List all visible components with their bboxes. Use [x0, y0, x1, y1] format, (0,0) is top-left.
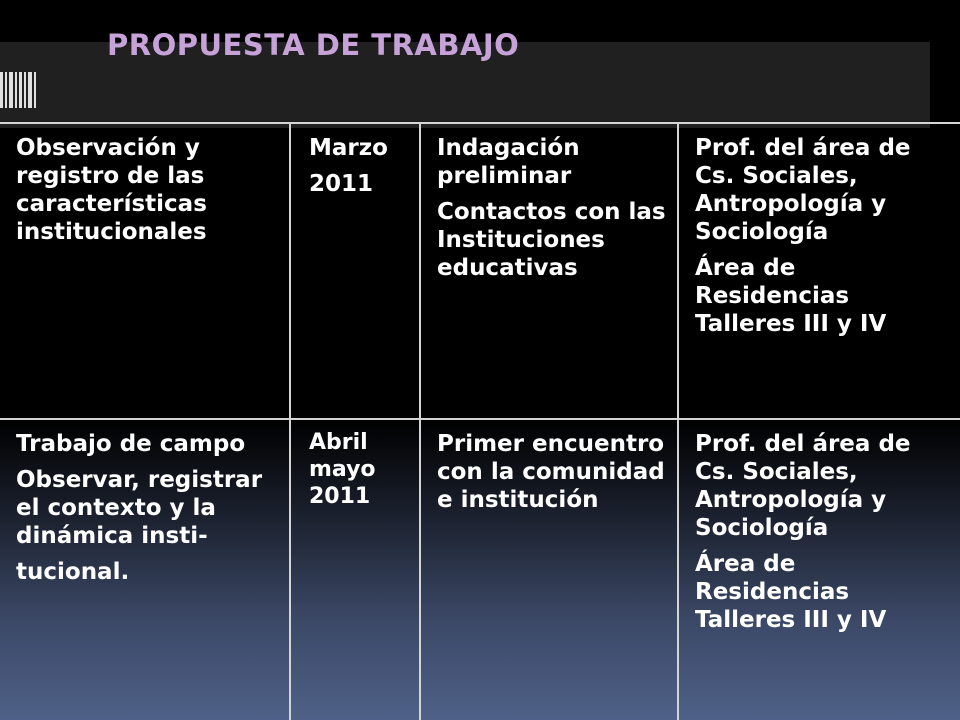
table-row: [0, 123, 960, 419]
date-cell: [290, 419, 420, 720]
responsible-cell: [678, 123, 960, 419]
cell-text: Contactos con las Instituciones educativas: [437, 199, 666, 282]
cell-text: Observar, registrar el contexto y la dinámica insti-: [16, 467, 263, 550]
cell-text: Prof. del área de Cs. Sociales, Antropología y Sociología: [695, 135, 911, 246]
cell-text: tucional.: [16, 559, 130, 586]
activity-cell: [0, 419, 290, 720]
cell-text: 2011: [309, 171, 374, 198]
tasks-cell: [420, 123, 678, 419]
cell-text: Indagación preliminar: [437, 135, 580, 190]
cell-text: Primer encuentro con la comunidad e institución: [437, 431, 665, 514]
cell-text: Observación y registro de las características institucionales: [16, 135, 207, 246]
responsible-cell: [678, 419, 960, 720]
cell-text: Prof. del área de Cs. Sociales, Antropología y Sociología: [695, 431, 911, 542]
slide-title: PROPUESTA DE TRABAJO: [107, 28, 520, 62]
activity-cell: [0, 123, 290, 419]
date-cell: [290, 123, 420, 419]
cell-text: Área de Residencias Talleres III y IV: [695, 551, 887, 634]
barcode-decoration-icon: [0, 72, 36, 108]
cell-text: Abril mayo 2011: [309, 430, 376, 509]
cell-text: Área de Residencias Talleres III y IV: [695, 255, 887, 338]
table-row: [0, 419, 960, 720]
work-plan-table: [0, 122, 960, 720]
tasks-cell: [420, 419, 678, 720]
cell-text: Trabajo de campo: [16, 431, 246, 457]
cell-text: Marzo: [309, 135, 388, 161]
